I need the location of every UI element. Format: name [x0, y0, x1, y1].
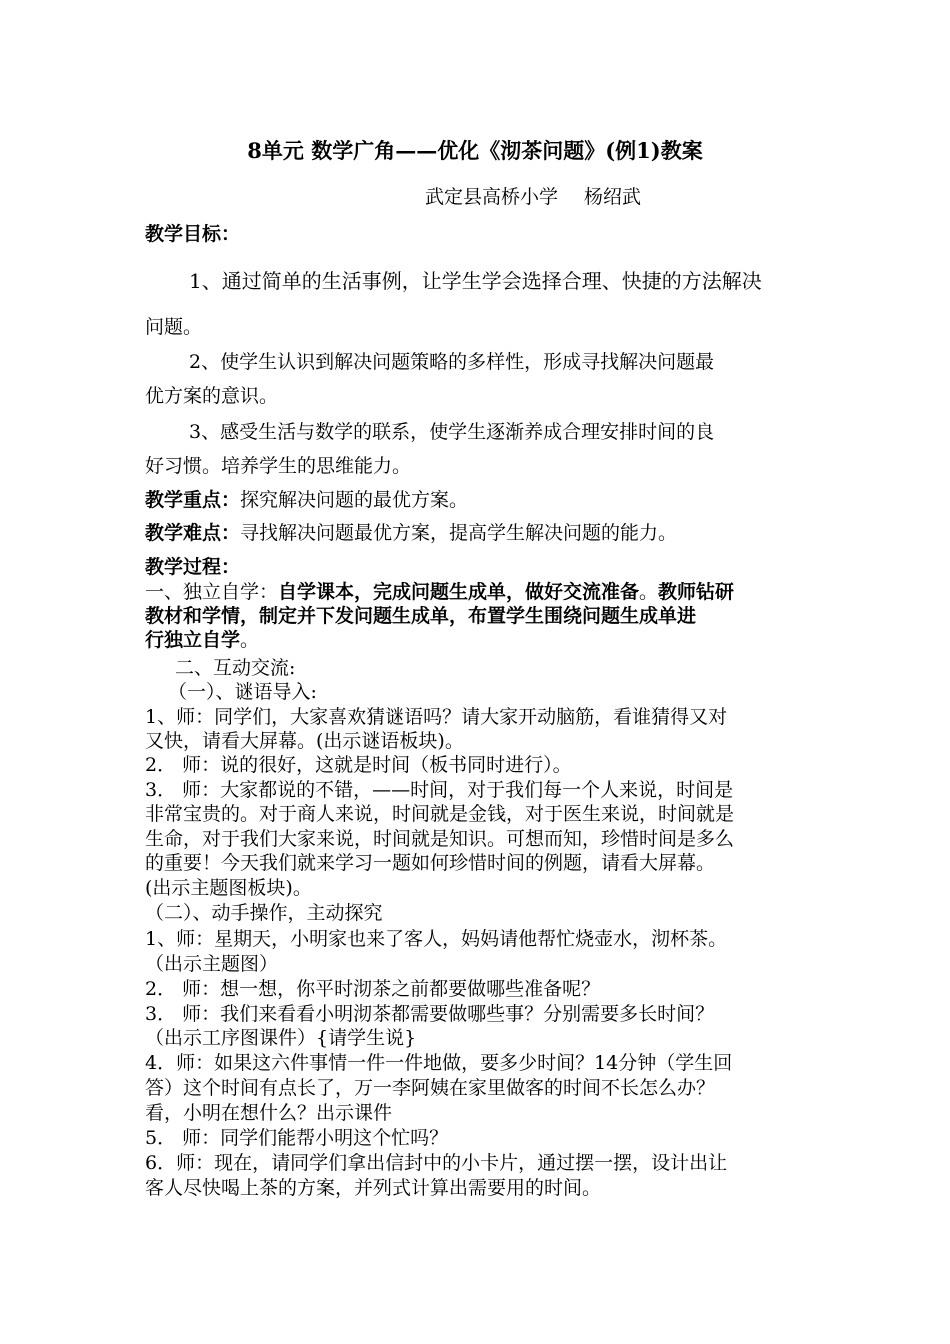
author-line: [425, 184, 641, 210]
difficulty: [145, 521, 677, 545]
author-school: 武定县高桥小学: [425, 186, 559, 208]
part1-line3-end: 。: [240, 629, 260, 651]
sub2-line-9: 5． 师：同学们能帮小明这个忙吗？: [145, 1127, 449, 1149]
sub2-heading: （二）、动手操作，主动探究: [145, 902, 383, 924]
part1-line2: 教材和学情，制定并下发问题生成单，布置学生围绕问题生成单进: [145, 605, 697, 627]
sub1-line-7: 的重要！今天我们就来学习一题如何珍惜时间的例题，请看大屏幕。: [145, 852, 716, 874]
key-point-label: 教学重点：: [145, 489, 241, 511]
sub1-line-1: 1、师：同学们，大家喜欢猜谜语吗？请大家开动脑筋，看谁猜得又对: [145, 706, 728, 728]
sub2-line-11: 客人尽快喝上茶的方案，并列式计算出需要用的时间。: [145, 1177, 602, 1199]
objective-1-line2: 问题。: [145, 316, 203, 338]
sub2-line-6: 4．师：如果这六件事情一件一件地做，要多少时间？14分钟（学生回: [145, 1052, 733, 1074]
sub1-line-4: 3． 师：大家都说的不错，——时间，对于我们每一个人来说，时间是: [145, 779, 734, 801]
objectives-heading: 教学目标：: [145, 223, 241, 245]
part1-line3-bold: 行独立自学: [145, 629, 241, 651]
document-title-text: 8单元 数学广角——优化《沏茶问题》(例1)教案: [247, 138, 703, 163]
sub2-line-3: 2． 师：想一想，你平时沏茶之前都要做哪些准备呢？: [145, 978, 601, 1000]
objective-1-line1: 1、通过简单的生活事例，让学生学会选择合理、快捷的方法解决: [189, 269, 762, 293]
part1-line1: [145, 580, 734, 604]
sub1-heading: （一）、谜语导入:: [168, 681, 317, 703]
document-title: [0, 137, 950, 165]
sub2-line-7: 答）这个时间有点长了，万一李阿姨在家里做客的时间不长怎么办？: [145, 1077, 716, 1099]
part2-heading: 二、互动交流:: [175, 657, 296, 679]
sub2-line-4: 3． 师：我们来看看小明沏茶都需要做哪些事？分别需要多长时间？: [145, 1003, 715, 1025]
sub2-line-8: 看，小明在想什么？出示课件: [145, 1102, 393, 1124]
part1-bold1: 自学课本，完成问题生成单，做好交流准备: [278, 581, 640, 603]
difficulty-label: 教学难点：: [145, 522, 241, 544]
objective-2-line2: 优方案的意识。: [145, 385, 279, 407]
sub1-line-5: 非常宝贵的。对于商人来说，时间就是金钱，对于医生来说，时间就是: [145, 803, 735, 825]
sub1-line-8: (出示主题图板块)。: [145, 877, 312, 899]
part1-line3: [145, 628, 259, 652]
process-heading: 教学过程：: [145, 556, 241, 578]
key-point: [145, 488, 468, 512]
objective-2-line1: 2、使学生认识到解决问题策略的多样性，形成寻找解决问题最: [189, 351, 715, 373]
part1-sep: 。: [639, 581, 659, 603]
sub1-line-3: 2． 师：说的很好，这就是时间（板书同时进行）。: [145, 754, 572, 776]
objective-3-line2: 好习惯。培养学生的思维能力。: [145, 455, 412, 477]
objective-3-line1: 3、感受生活与数学的联系，使学生逐渐养成合理安排时间的良: [189, 421, 715, 443]
part1-bold2: 教师钻研: [658, 581, 735, 603]
sub2-line-5: （出示工序图课件）{请学生说}: [145, 1027, 417, 1049]
difficulty-text: 寻找解决问题最优方案，提高学生解决问题的能力。: [240, 522, 678, 544]
key-point-text: 探究解决问题的最优方案。: [240, 489, 469, 511]
sub1-line-6: 生命，对于我们大家来说，时间就是知识。可想而知，珍惜时间是多么: [145, 828, 735, 850]
sub2-line-1: 1、师：星期天，小明家也来了客人，妈妈请他帮忙烧壶水，沏杯茶。: [145, 928, 728, 950]
sub2-line-10: 6．师：现在，请同学们拿出信封中的小卡片，通过摆一摆，设计出让: [145, 1152, 728, 1174]
author-name: 杨绍武: [584, 186, 642, 208]
sub2-line-2: （出示主题图）: [145, 953, 279, 975]
sub1-line-2: 又快，请看大屏幕。(出示谜语板块)。: [145, 730, 464, 752]
part1-prefix: 一、独立自学：: [145, 581, 279, 603]
